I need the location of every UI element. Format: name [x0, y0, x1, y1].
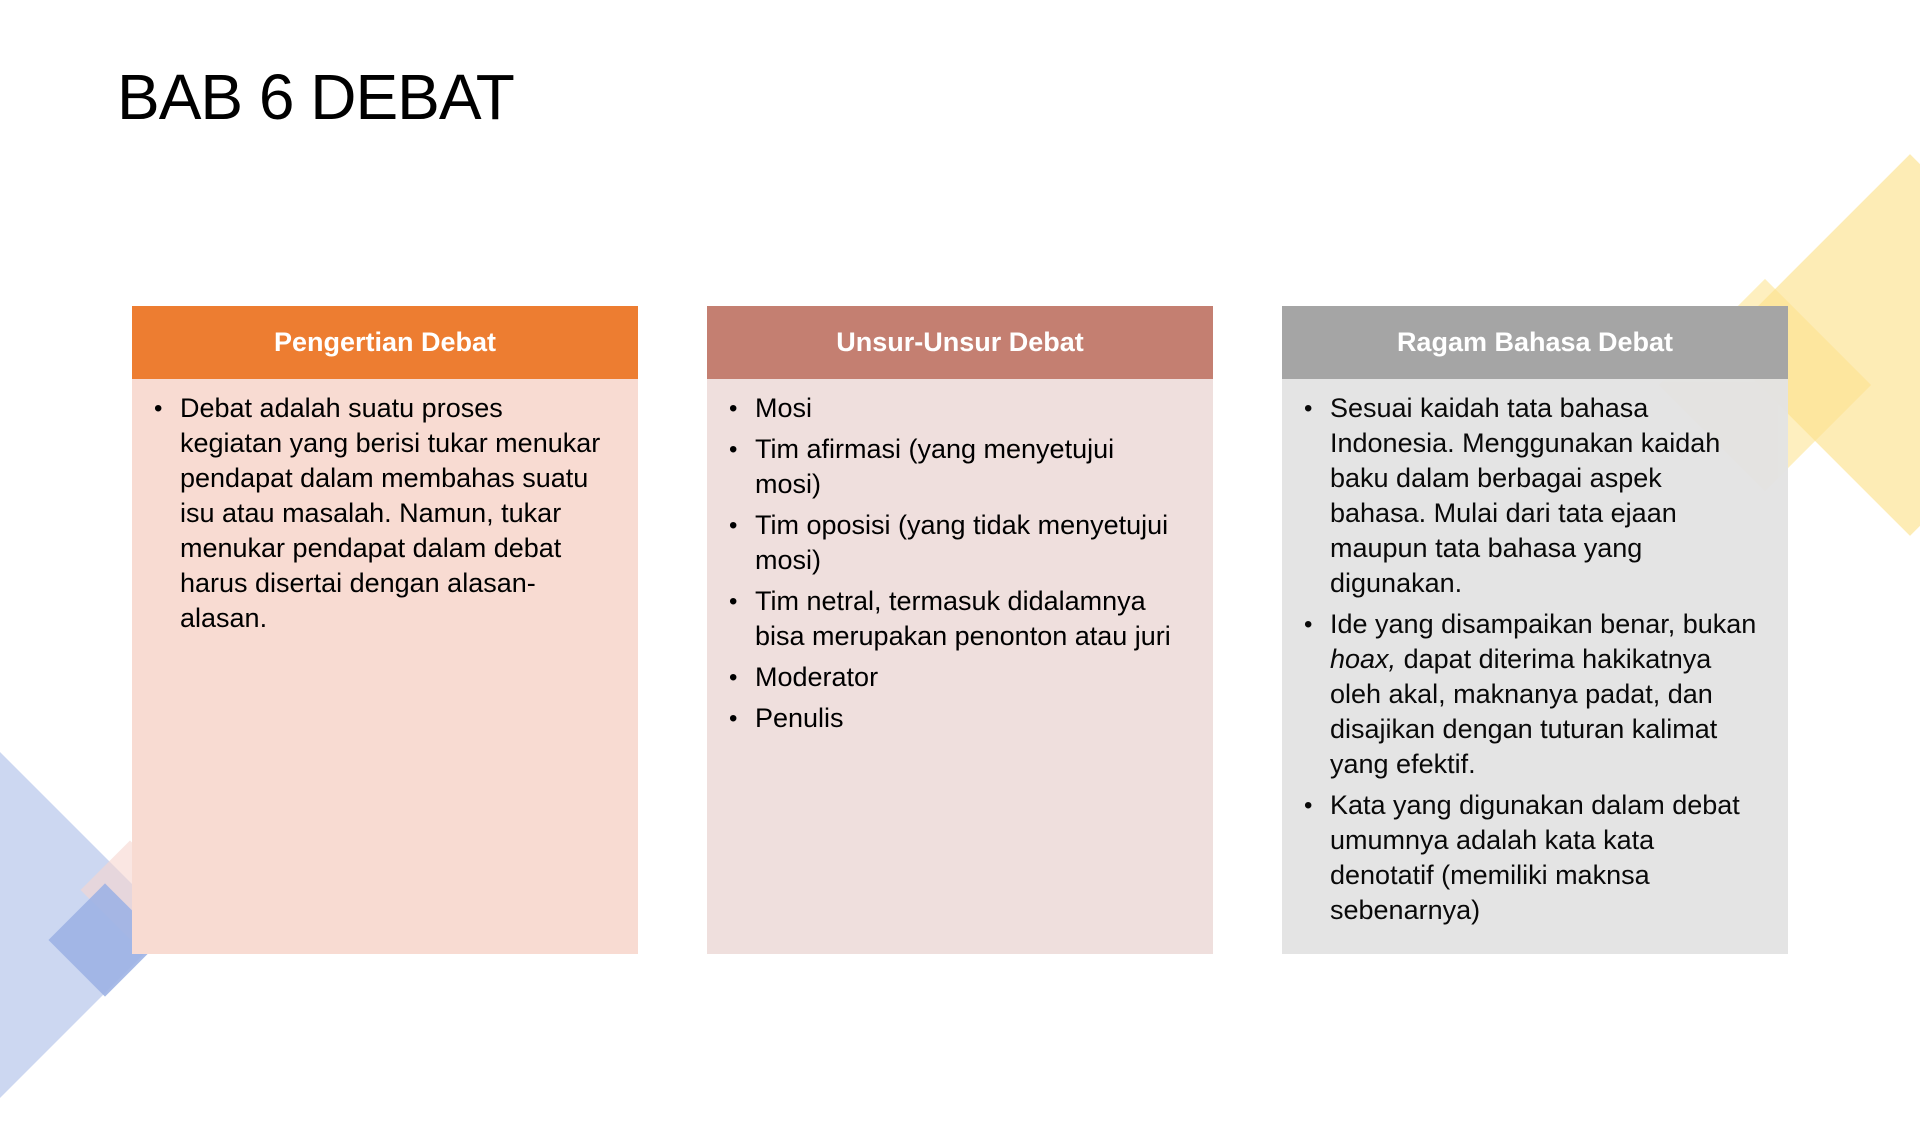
list-item [1302, 607, 1762, 782]
bullet-list [727, 391, 1187, 736]
list-item-text [1330, 607, 1762, 782]
bullet-icon: • [1304, 792, 1313, 819]
list-item-text: Tim netral, termasuk didalamnya bisa merupakan penonton atau juri [755, 586, 1171, 651]
bullet-list [1302, 391, 1762, 928]
list-item-text: Sesuai kaidah tata bahasa Indonesia. Menggunakan kaidah baku dalam berbagai aspek bahasa. Mulai dari tata ejaan maupun tata bahasa yang digunakan. [1330, 393, 1721, 598]
list-item-text: Mosi [755, 393, 813, 423]
list-item-text: Penulis [755, 703, 844, 733]
card-header: Ragam Bahasa Debat [1282, 306, 1788, 379]
bullet-icon: • [729, 436, 738, 463]
bullet-icon: • [1304, 395, 1313, 422]
bullet-icon: • [729, 664, 738, 691]
card-ragam-bahasa-debat [1282, 306, 1788, 954]
list-item [1302, 391, 1762, 601]
italic-term: hoax, [1330, 644, 1397, 674]
list-item [727, 432, 1187, 502]
bullet-list [152, 391, 612, 636]
bullet-icon: • [1304, 611, 1313, 638]
list-item-text: Tim oposisi (yang tidak menyetujui mosi) [755, 510, 1169, 575]
bullet-icon: • [729, 512, 738, 539]
slide-title: BAB 6 DEBAT [117, 61, 514, 133]
list-item-text: Tim afirmasi (yang menyetujui mosi) [755, 434, 1115, 499]
list-item-text: Debat adalah suatu proses kegiatan yang berisi tukar menukar pendapat dalam membahas suatu isu atau masalah. Namun, tukar menukar pendapat dalam debat harus disertai dengan alasan-alasan. [180, 393, 601, 633]
list-item-text: Kata yang digunakan dalam debat umumnya adalah kata kata denotatif (memiliki maknsa sebenarnya) [1330, 790, 1740, 925]
bullet-icon: • [729, 705, 738, 732]
list-item [1302, 788, 1762, 928]
card-header: Pengertian Debat [132, 306, 638, 379]
list-item-text-part: Ide yang disampaikan benar, bukan [1330, 609, 1757, 639]
card-body [132, 379, 638, 954]
list-item [727, 391, 1187, 426]
card-body [707, 379, 1213, 954]
list-item [727, 584, 1187, 654]
card-body [1282, 379, 1788, 954]
list-item [152, 391, 612, 636]
card-header: Unsur-Unsur Debat [707, 306, 1213, 379]
card-pengertian-debat [132, 306, 638, 954]
list-item [727, 660, 1187, 695]
list-item [727, 508, 1187, 578]
bullet-icon: • [729, 588, 738, 615]
card-unsur-unsur-debat [707, 306, 1213, 954]
bullet-icon: • [729, 395, 738, 422]
list-item-text: Moderator [755, 662, 879, 692]
bullet-icon: • [154, 395, 163, 422]
list-item-text-part: dapat diterima hakikatnya oleh akal, maknanya padat, dan disajikan dengan tuturan kalimat yang efektif. [1330, 644, 1718, 779]
list-item [727, 701, 1187, 736]
